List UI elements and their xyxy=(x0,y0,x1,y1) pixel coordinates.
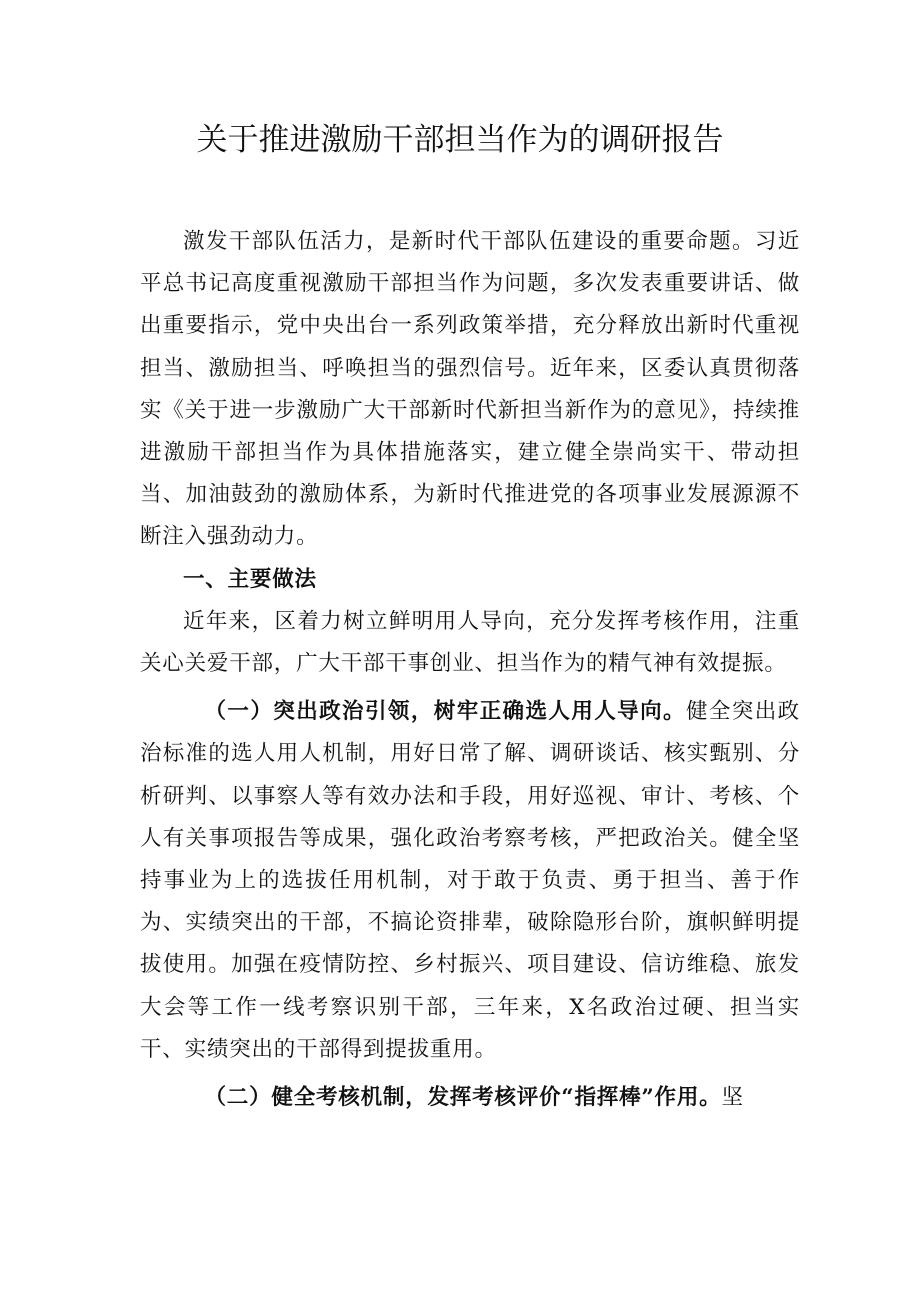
subsection-heading-2: （二）健全考核机制，发挥考核评价“指挥棒”作用。 xyxy=(204,1085,722,1111)
intro-paragraph: 激发干部队伍活力，是新时代干部队伍建设的重要命题。习近平总书记高度重视激励干部担当作为问题，多次发表重要讲话、做出重要指示，党中央出台一系列政策举措，充分释放出新时代重视担当、激励担当、呼唤担当的强烈信号。近年来，区委认真贯彻落实《关于进一步激励广大干部新时代新担当新作为的意见》，持续推进激励干部担当作为具体措施落实，建立健全崇尚实干、带动担当、加油鼓劲的激励体系，为新时代推进党的各项事业发展源源不断注入强劲动力。 xyxy=(140,229,800,550)
section-intro-paragraph: 近年来，区着力树立鲜明用人导向，充分发挥考核作用，注重关心关爱干部，广大干部干事创业、担当作为的精气神有效提振。 xyxy=(140,608,800,677)
section-heading: 一、主要做法 xyxy=(183,566,317,592)
subsection-paragraph-1 xyxy=(140,691,800,1071)
subsection-body-1: 健全突出政治标准的选人用人机制，用好日常了解、调研谈话、核实甄别、分析研判、以事察人等有效办法和手段，用好巡视、审计、考核、个人有关事项报告等成果，强化政治考察考核，严把政治关。健全坚持事业为上的选拔任用机制，对于敢于负责、勇于担当、善于作为、实绩突出的干部，不搞论资排辈，破除隐形台阶，旗帜鲜明提拔使用。加强在疫情防控、乡村振兴、项目建设、信访维稳、旅发大会等工作一线考察识别干部，三年来，X名政治过硬、担当实干、实绩突出的干部得到提拔重用。 xyxy=(140,699,800,1062)
subsection-body-2: 坚 xyxy=(721,1085,744,1111)
document-body xyxy=(140,221,800,1119)
document-title: 关于推进激励干部担当作为的调研报告 xyxy=(196,122,724,158)
subsection-heading-1: （一）突出政治引领，树牢正确选人用人导向。 xyxy=(204,699,686,725)
subsection-paragraph-2 xyxy=(140,1077,800,1119)
